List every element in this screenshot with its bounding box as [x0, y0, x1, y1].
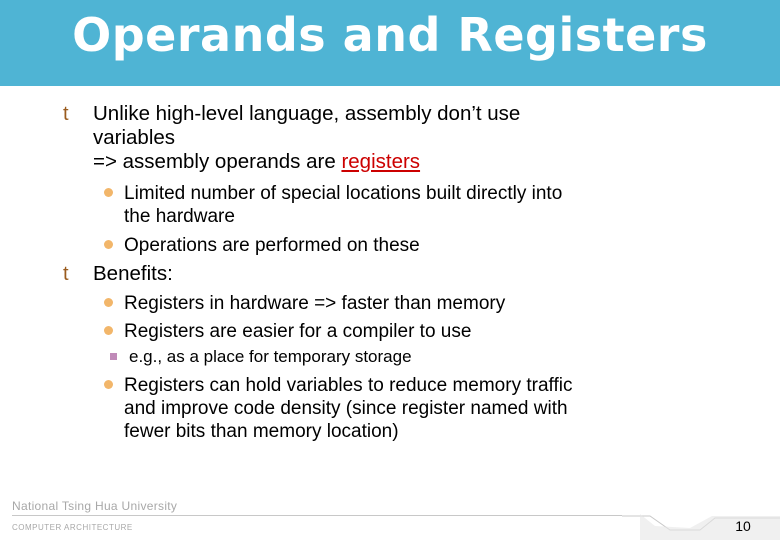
bullet-marker: t: [63, 263, 69, 285]
sub-bullet-line: Limited number of special locations built directly into: [124, 183, 563, 204]
bullet-line: Unlike high-level language, assembly don’t use: [93, 102, 521, 125]
sub-bullet-line: the hardware: [124, 206, 235, 227]
university-logo-text: National Tsing Hua University: [12, 499, 178, 513]
sub-bullet-line: and improve code density (since register named with: [124, 398, 568, 419]
bullet-text: Benefits:: [93, 262, 173, 285]
department-label: COMPUTER ARCHITECTURE: [12, 523, 133, 532]
sub-bullet-text: Operations are performed on these: [124, 235, 420, 256]
bullet-line: variables: [93, 126, 176, 149]
bullet-line-prefix: => assembly operands are: [93, 150, 342, 173]
registers-link[interactable]: registers: [341, 150, 421, 173]
slide-title: Operands and Registers: [72, 8, 708, 62]
sub-bullet-text: Registers in hardware => faster than memory: [124, 293, 506, 314]
page-number: 10: [735, 518, 751, 534]
sub-bullet-line: fewer bits than memory location): [124, 421, 399, 442]
sub-bullet-line: Registers can hold variables to reduce memory traffic: [124, 375, 573, 396]
sub-sub-bullet-text: e.g., as a place for temporary storage: [129, 347, 412, 366]
sub-bullet-text: Registers are easier for a compiler to use: [124, 321, 472, 342]
bullet-marker: t: [63, 103, 69, 125]
